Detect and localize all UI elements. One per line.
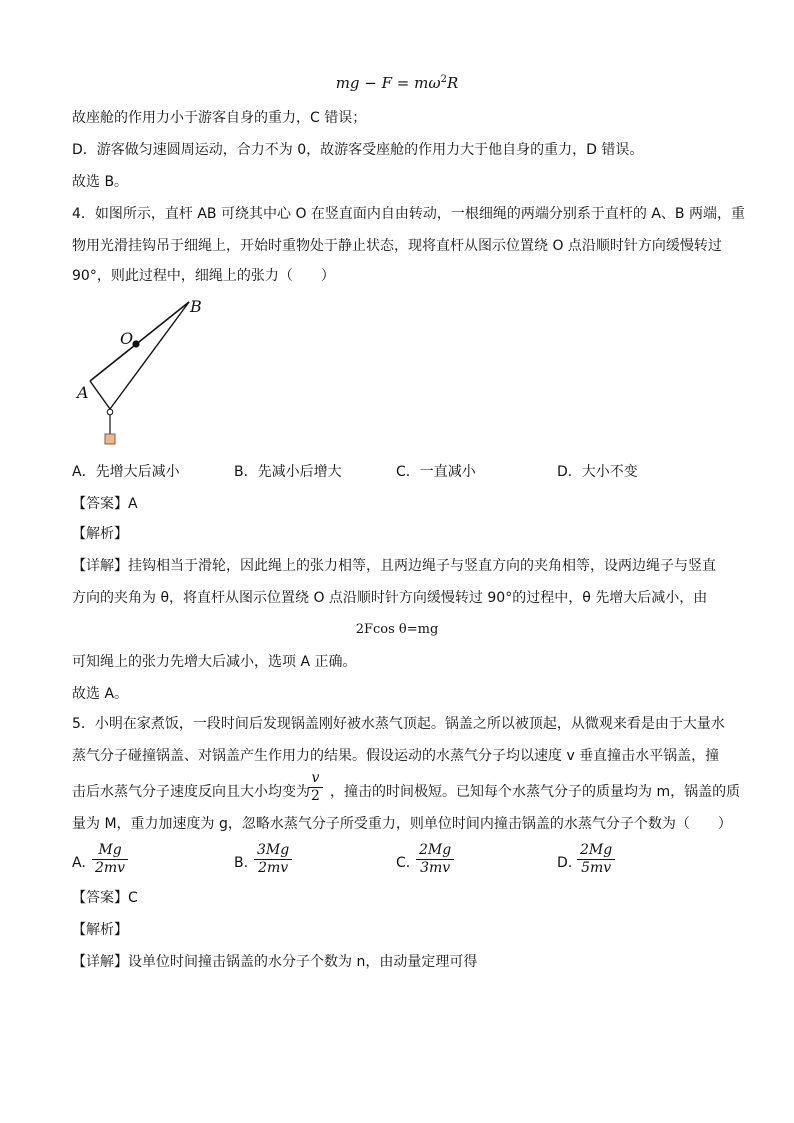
q5-option-c-fraction: $\frac{2Mg}{3mv}$ bbox=[416, 842, 454, 877]
q5-option-d-fraction: $\frac{2Mg}{5mv}$ bbox=[577, 842, 615, 877]
q4-stem-1: 4．如图所示，直杆 AB 可绕其中心 O 在竖直面内自由转动，一根细绳的两端分别系于直杆的 A、B 两端，重 bbox=[72, 206, 745, 222]
pivot-o bbox=[132, 340, 139, 347]
hook bbox=[107, 409, 113, 415]
q4-answer: 【答案】A bbox=[72, 496, 138, 512]
q5-analysis-heading: 【解析】 bbox=[72, 922, 128, 938]
q5-option-c-letter: C. bbox=[396, 855, 411, 871]
equation-q3: mg − $F = m\omega^2R$ bbox=[335, 74, 459, 92]
q4-option-a: A．先增大后减小 bbox=[72, 464, 180, 480]
q4-detail-2: 方向的夹角为 θ，将直杆从图示位置绕 O 点沿顺时针方向缓慢转过 90°的过程中，θ 先增大后减小，由 bbox=[72, 590, 708, 606]
q4-option-b: B．先减小后增大 bbox=[234, 464, 342, 480]
q5-option-a-letter: A. bbox=[72, 855, 86, 871]
q3-text-2: D．游客做匀速圆周运动，合力不为 0，故游客受座舱的作用力大于他自身的重力，D 错误。 bbox=[72, 142, 644, 158]
q4-stem-2: 物用光滑挂钩吊于细绳上，开始时重物处于静止状态，现将直杆从图示位置绕 O 点沿顺时针方向缓慢转过 bbox=[72, 238, 722, 254]
q4-stem-3: 90°，则此过程中，细绳上的张力（ ） bbox=[72, 268, 335, 284]
q5-option-a-fraction: $\frac{Mg}{2mv}$ bbox=[92, 842, 128, 877]
label-a: A bbox=[77, 383, 89, 402]
q5-answer: 【答案】C bbox=[72, 890, 138, 906]
q4-option-d: D．大小不变 bbox=[557, 464, 638, 480]
string-left bbox=[90, 381, 110, 409]
q5-stem-2: 蒸气分子碰撞锅盖、对锅盖产生作用力的结果。假设运动的水蒸气分子均以速度 v 垂直撞击水平锅盖，撞 bbox=[72, 748, 720, 764]
q4-analysis-heading: 【解析】 bbox=[72, 526, 128, 542]
q5-option-d-letter: D. bbox=[557, 855, 573, 871]
q5-stem-3b: ，撞击的时间极短。已知每个水蒸气分子的质量均为 m，锅盖的质 bbox=[330, 784, 741, 800]
rod-figure bbox=[70, 290, 230, 450]
equation-q4: 2Fcos θ=mg bbox=[355, 622, 439, 637]
label-b: B bbox=[190, 297, 202, 316]
q4-conclusion: 故选 A。 bbox=[72, 686, 129, 702]
q5-option-b-fraction: $\frac{3Mg}{2mv}$ bbox=[254, 842, 292, 877]
q5-stem-1: 5．小明在家煮饭，一段时间后发现锅盖刚好被水蒸气顶起。锅盖之所以被顶起，从微观来看是由于大量水 bbox=[72, 716, 725, 732]
q5-option-b-letter: B. bbox=[234, 855, 249, 871]
label-o: O bbox=[120, 329, 134, 348]
q5-stem-fraction: $\frac{v}{2}$ bbox=[308, 770, 323, 805]
q5-stem-4: 量为 M，重力加速度为 g，忽略水蒸气分子所受重力，则单位时间内撞击锅盖的水蒸气分子个数为（ ） bbox=[72, 816, 732, 832]
q3-text-1: 故座舱的作用力小于游客自身的重力，C 错误； bbox=[72, 110, 367, 126]
q5-stem-3a: 击后水蒸气分子速度反向且大小均变为 bbox=[72, 784, 310, 800]
q3-conclusion: 故选 B。 bbox=[72, 174, 129, 190]
q5-detail-1: 【详解】设单位时间撞击锅盖的水分子个数为 n，由动量定理可得 bbox=[72, 954, 478, 970]
weight-block bbox=[105, 434, 115, 444]
q4-option-c: C．一直减小 bbox=[396, 464, 476, 480]
q4-detail-1: 【详解】挂钩相当于滑轮，因此绳上的张力相等，且两边绳子与竖直方向的夹角相等，设两边绳子与竖直 bbox=[72, 558, 716, 574]
q4-detail-3: 可知绳上的张力先增大后减小，选项 A 正确。 bbox=[72, 654, 357, 670]
